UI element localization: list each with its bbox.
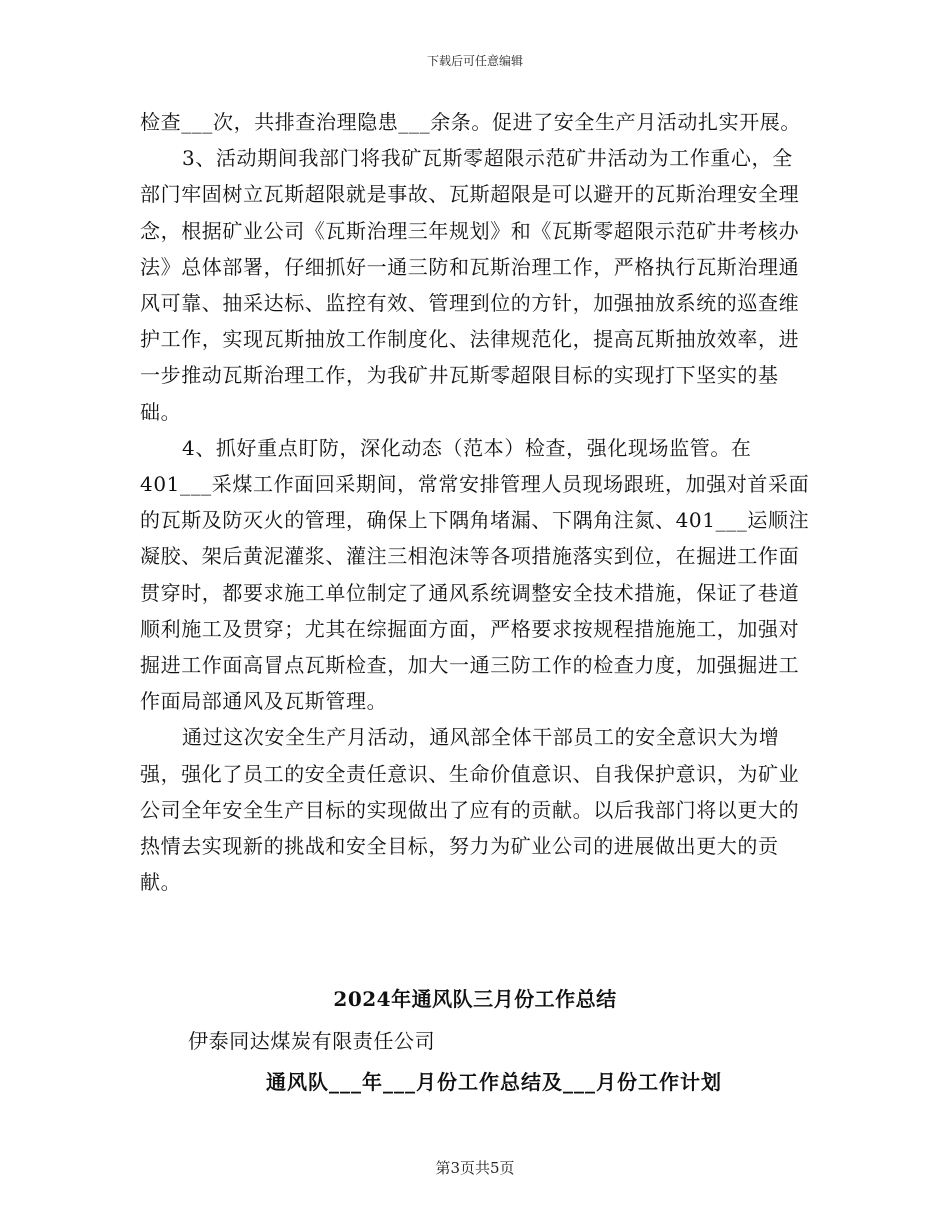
page-footer: 第3页共5页: [435, 1159, 515, 1177]
paragraph-conclusion: 通过这次安全生产月活动，通风部全体干部员工的安全意识大为增强，强化了员工的安全责任意识、生命价值意识、自我保护意识，为矿业公司全年安全生产目标的实现做出了应有的贡献。以后我部门将以更大的热情去实现新的挑战和安全目标，努力为矿业公司的进展做出更大的贡献。: [140, 725, 800, 895]
paragraph-continuation: 检查___次，共排查治理隐患___余条。促进了安全生产月活动扎实开展。: [140, 110, 801, 134]
section-subtitle: 通风队___年___月份工作总结及___月份工作计划: [266, 1070, 722, 1094]
company-name: 伊泰同达煤炭有限责任公司: [188, 1029, 436, 1053]
paragraph-item-3: 3、活动期间我部门将我矿瓦斯零超限示范矿井活动为工作重心，全部门牢固树立瓦斯超限就是事故、瓦斯超限是可以避开的瓦斯治理安全理念，根据矿业公司《瓦斯治理三年规划》和《瓦斯零超限示范矿井考核办法》总体部署，仔细抓好一通三防和瓦斯治理工作，严格执行瓦斯治理通风可靠、抽采达标、监控有效、管理到位的方针，加强抽放系统的巡查维护工作，实现瓦斯抽放工作制度化、法律规范化，提高瓦斯抽放效率，进一步推动瓦斯治理工作，为我矿井瓦斯零超限目标的实现打下坚实的基础。: [140, 146, 800, 424]
paragraph-item-4: 4、抓好重点盯防，深化动态（范本）检查，强化现场监管。在401___采煤工作面回采期间，常常安排管理人员现场跟班，加强对首采面的瓦斯及防灭火的管理，确保上下隅角堵漏、下隅角注氮、401___运顺注凝胶、架后黄泥灌浆、灌注三相泡沫等各项措施落实到位，在掘进工作面贯穿时，都要求施工单位制定了通风系统调整安全技术措施，保证了巷道顺利施工及贯穿；尤其在综掘面方面，严格要求按规程措施施工，加强对掘进工作面高冒点瓦斯检查，加大一通三防工作的检查力度，加强掘进工作面局部通风及瓦斯管理。: [140, 435, 810, 714]
page-header: 下载后可任意编辑: [426, 54, 523, 68]
section-title: 2024年通风队三月份工作总结: [333, 987, 617, 1011]
document-body: [140, 104, 810, 900]
